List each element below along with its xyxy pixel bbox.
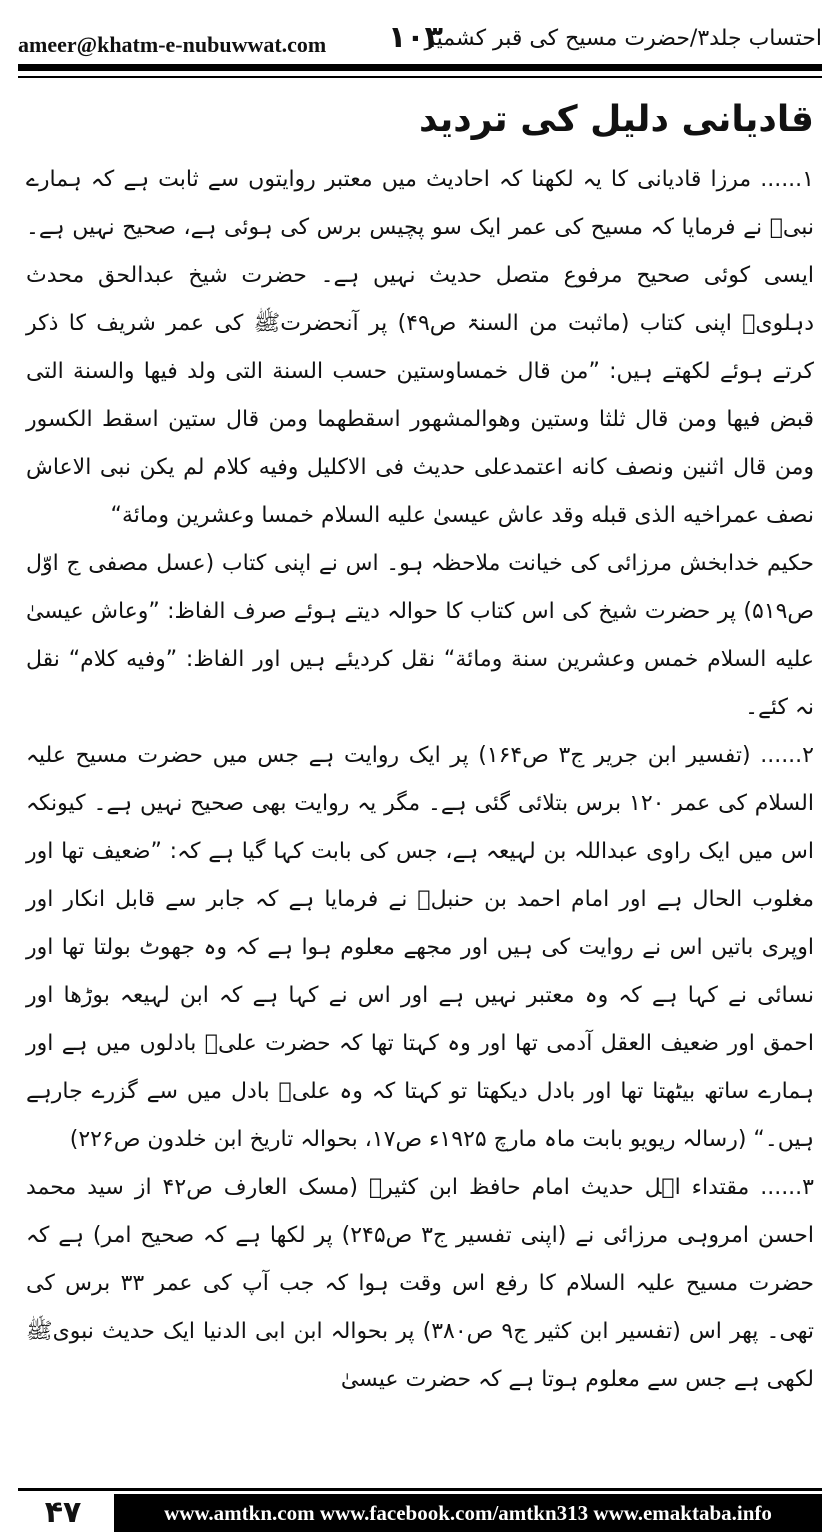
header-book-title: احتساب جلد۳/حضرت مسیح کی قبر کشمیر bbox=[424, 26, 822, 51]
header-email: ameer@khatm-e-nubuwwat.com bbox=[18, 32, 327, 57]
page-body bbox=[26, 90, 814, 1404]
paragraph-1: ۱...... مرزا قادیانی کا یہ لکھنا کہ احادیث میں معتبر روایتوں سے ثابت ہے کہ ہمارے نبیﷺ نے فرمایا کہ مسیح کی عمر ایک سو پچیس برس کی ہوئی ہے، صحیح نہیں ہے۔ ایسی کوئی صحیح مرفوع متصل حدیث نہیں ہے۔ حضرت شیخ عبدالحق محدث دہلویؒ اپنی کتاب (ماثبت من السنۃ ص۴۹) پر آنحضرتﷺ کی عمر شریف کا ذکر کرتے ہوئے لکھتے ہیں: ”من قال خمساوستین حسب السنة التی ولد فیها والسنة التی قبض فیها ومن قال ثلثا وستین وهوالمشهور اسقطهما ومن قال ستین اسقط الکسور ومن قال اثنین ونصف کانه اعتمدعلی حدیث فی الاکلیل وفیه کلام لم یکن نبی الاعاش نصف عمراخیه الذی قبله وقد عاش عیسیٰ علیه السلام خمسا وعشرین ومائة“ bbox=[26, 167, 814, 528]
footer-links: www.amtkn.com www.facebook.com/amtkn313 www.emaktaba.info bbox=[114, 1494, 822, 1532]
footer-page-number: ۴۷ bbox=[18, 1494, 108, 1532]
page-footer bbox=[18, 1494, 822, 1532]
header-rule-thin bbox=[18, 76, 822, 78]
header-page-number: ۱۰۳ bbox=[388, 20, 443, 55]
paragraph-2: حکیم خدابخش مرزائی کی خیانت ملاحظہ ہو۔ اس نے اپنی کتاب (عسل مصفی ج اوّل ص۵۱۹) پر حضرت شیخ کی اس کتاب کا حوالہ دیتے ہوئے صرف الفاظ: ”وعاش عیسیٰ علیه السلام خمس وعشرین سنة ومائة“ نقل کردیئے ہیں اور الفاظ: ”وفیه کلام“ نقل نہ کئے۔ bbox=[26, 551, 814, 720]
section-heading: قادیانی دلیل کی تردید bbox=[418, 99, 814, 140]
paragraph-3: ۲...... (تفسیر ابن جریر ج۳ ص۱۶۴) پر ایک روایت ہے جس میں حضرت مسیح علیہ السلام کی عمر ۱۲۰ برس بتلائی گئی ہے۔ مگر یہ روایت بھی صحیح نہیں ہے۔ کیونکہ اس میں ایک راوی عبداللہ بن لہیعہ ہے، جس کی بابت کہا گیا ہے کہ: ”ضعیف تھا اور مغلوب الحال ہے اور امام احمد بن حنبلؒ نے فرمایا ہے کہ جابر سے قابل انکار اور اوپری باتیں اس نے روایت کی ہیں اور مجھے معلوم ہوا ہے کہ وہ جھوٹ بولتا تھا اور نسائی نے کہا ہے کہ وہ معتبر نہیں ہے اور اس نے کہا ہے کہ ابن لہیعہ بوڑھا اور احمق اور ضعیف العقل آدمی تھا اور وہ کہتا تھا کہ حضرت علیؓ بادلوں میں ہے اور ہمارے ساتھ بیٹھتا تھا اور بادل دیکھتا تو کہتا کہ وہ علیؓ بادل میں سے گزرے جارہے ہیں۔“ (رسالہ ریویو بابت ماہ مارچ ۱۹۲۵ء ص۱۷، بحوالہ تاریخ ابن خلدون ص۲۲۶) bbox=[26, 743, 814, 1152]
header-rule-thick bbox=[18, 64, 822, 71]
footer-rule bbox=[18, 1488, 822, 1491]
paragraph-4: ۳...... مقتداء اہل حدیث امام حافظ ابن کثیرؒ (مسک العارف ص۴۲ از سید محمد احسن امروہی مرزائی نے (اپنی تفسیر ج۳ ص۲۴۵) پر لکھا ہے کہ صحیح امر) ہے کہ حضرت مسیح علیہ السلام کا رفع اس وقت ہوا کہ جب آپ کی عمر ۳۳ برس کی تھی۔ پھر اس (تفسیر ابن کثیر ج۹ ص۳۸۰) پر بحوالہ ابن ابی الدنیا ایک حدیث نبویﷺ لکھی ہے جس سے معلوم ہوتا ہے کہ حضرت عیسیٰ bbox=[26, 1175, 815, 1392]
page-header bbox=[18, 14, 822, 70]
